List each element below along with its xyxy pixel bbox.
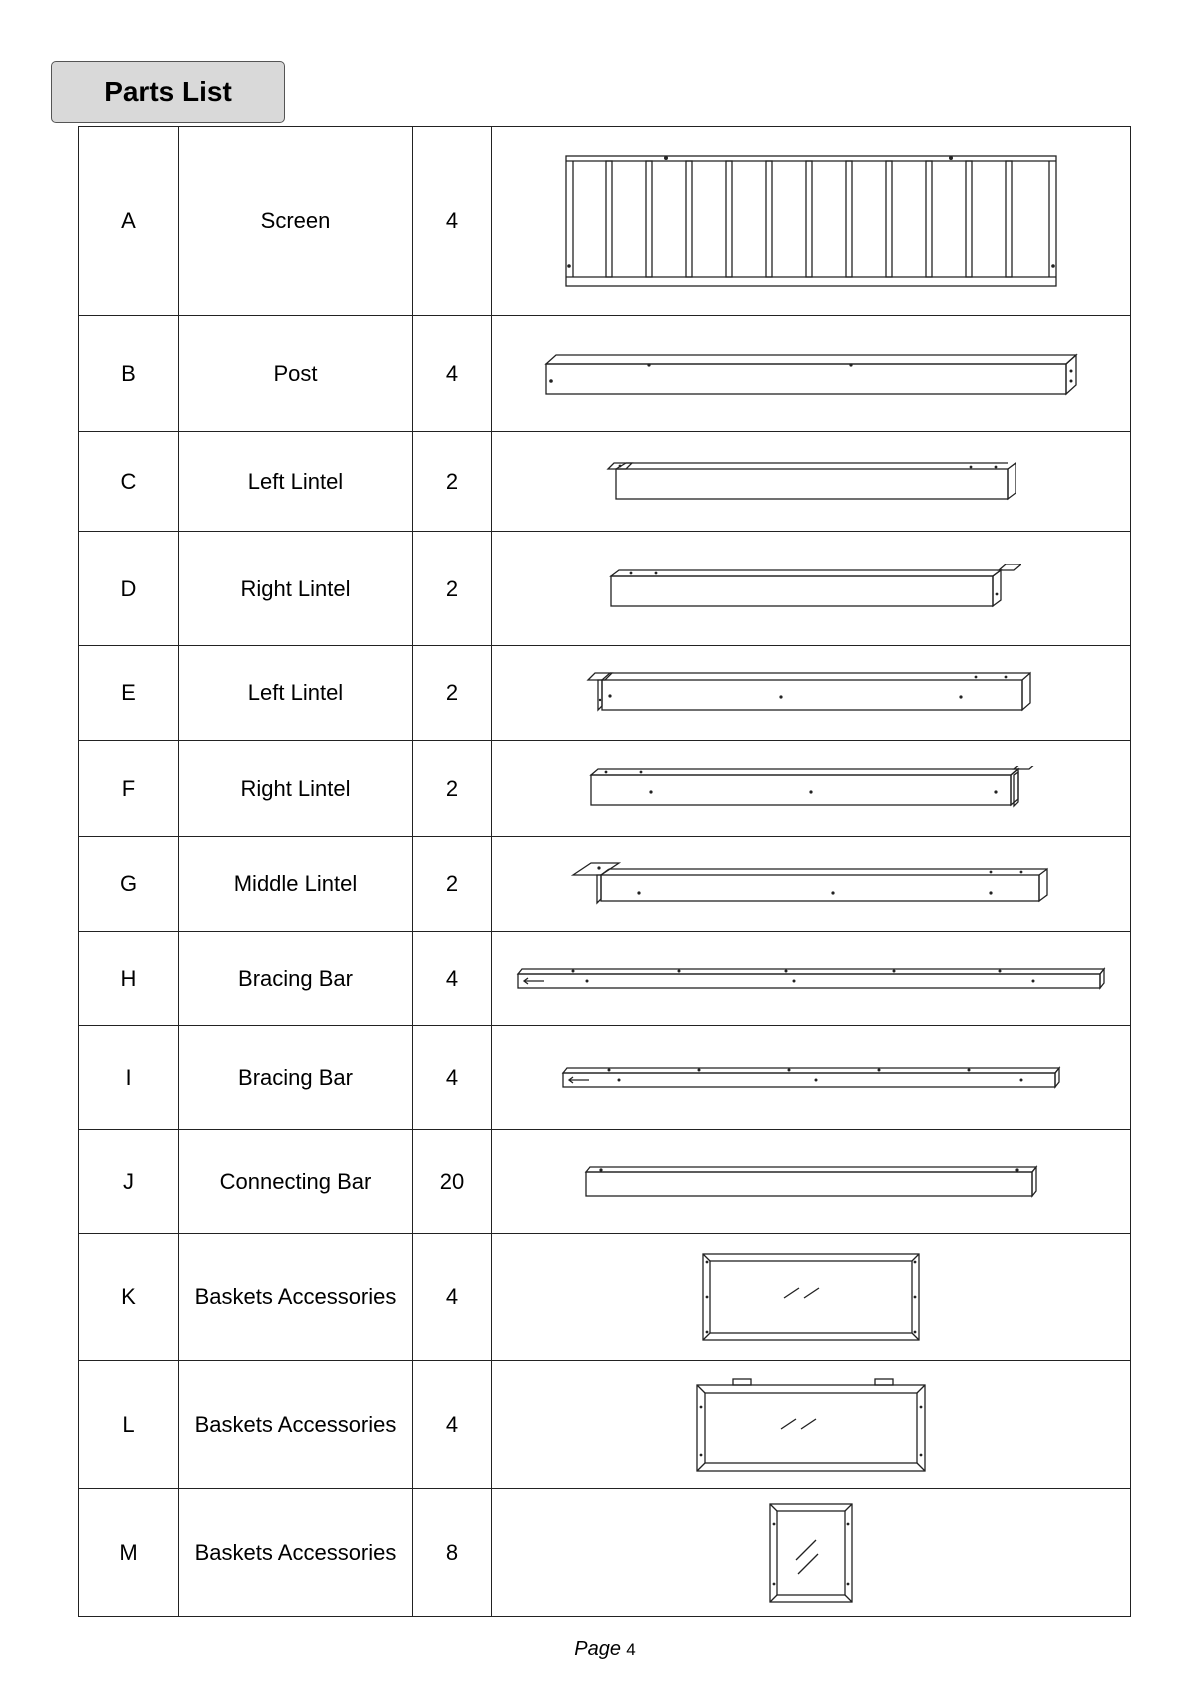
part-name: Post [179,316,413,432]
part-quantity: 8 [413,1489,492,1617]
basket-glass-panel-icon [701,1252,921,1342]
table-row [79,316,1131,432]
part-name: Left Lintel [179,432,413,532]
table-row [79,1361,1131,1489]
part-image [492,932,1131,1026]
part-name: Bracing Bar [179,932,413,1026]
part-name: Right Lintel [179,532,413,646]
part-name: Connecting Bar [179,1130,413,1234]
screen-panel-icon [561,151,1061,291]
connecting-bar-icon [581,1164,1041,1200]
part-name: Left Lintel [179,646,413,741]
table-row [79,432,1131,532]
left-lintel-bar-icon [606,460,1016,504]
part-letter: K [79,1234,179,1361]
part-image [492,1361,1131,1489]
left-lintel-long-bar-icon [586,670,1036,716]
part-letter: B [79,316,179,432]
part-letter: D [79,532,179,646]
table-row [79,127,1131,316]
part-name: Baskets Accessories [179,1489,413,1617]
part-letter: E [79,646,179,741]
page-label: Page [574,1638,621,1660]
part-quantity: 4 [413,1234,492,1361]
part-quantity: 20 [413,1130,492,1234]
table-row [79,932,1131,1026]
part-image [492,532,1131,646]
middle-lintel-bar-icon [571,859,1051,909]
part-name: Bracing Bar [179,1026,413,1130]
part-quantity: 4 [413,1026,492,1130]
part-image [492,646,1131,741]
table-row [79,1026,1131,1130]
part-image [492,1234,1131,1361]
right-lintel-bar-icon [601,564,1021,614]
table-row [79,1130,1131,1234]
post-bar-icon [541,349,1081,399]
table-row [79,741,1131,837]
parts-table [78,126,1131,1617]
part-image [492,127,1131,316]
part-quantity: 2 [413,532,492,646]
part-quantity: 4 [413,316,492,432]
table-row [79,1234,1131,1361]
part-image [492,1489,1131,1617]
part-image [492,837,1131,932]
part-letter: I [79,1026,179,1130]
part-letter: A [79,127,179,316]
part-quantity: 2 [413,432,492,532]
table-row [79,1489,1131,1617]
page-footer [0,1638,1191,1661]
part-name: Baskets Accessories [179,1234,413,1361]
part-name: Baskets Accessories [179,1361,413,1489]
part-letter: J [79,1130,179,1234]
table-row [79,532,1131,646]
right-lintel-long-bar-icon [586,766,1036,812]
part-name: Right Lintel [179,741,413,837]
basket-glass-panel-tabs-icon [695,1377,927,1473]
basket-glass-small-icon [768,1502,854,1604]
part-letter: F [79,741,179,837]
part-image [492,316,1131,432]
page-title: Parts List [51,61,285,123]
part-image [492,1130,1131,1234]
part-quantity: 2 [413,741,492,837]
bracing-bar-long-icon [516,966,1106,992]
part-quantity: 4 [413,1361,492,1489]
table-row [79,646,1131,741]
part-letter: H [79,932,179,1026]
part-quantity: 4 [413,127,492,316]
part-letter: M [79,1489,179,1617]
page-number: 4 [626,1640,636,1659]
part-quantity: 2 [413,646,492,741]
part-letter: L [79,1361,179,1489]
part-quantity: 2 [413,837,492,932]
part-image [492,432,1131,532]
part-letter: C [79,432,179,532]
bracing-bar-short-icon [561,1065,1061,1091]
table-row [79,837,1131,932]
part-image [492,1026,1131,1130]
part-letter: G [79,837,179,932]
part-name: Screen [179,127,413,316]
part-name: Middle Lintel [179,837,413,932]
part-quantity: 4 [413,932,492,1026]
part-image [492,741,1131,837]
